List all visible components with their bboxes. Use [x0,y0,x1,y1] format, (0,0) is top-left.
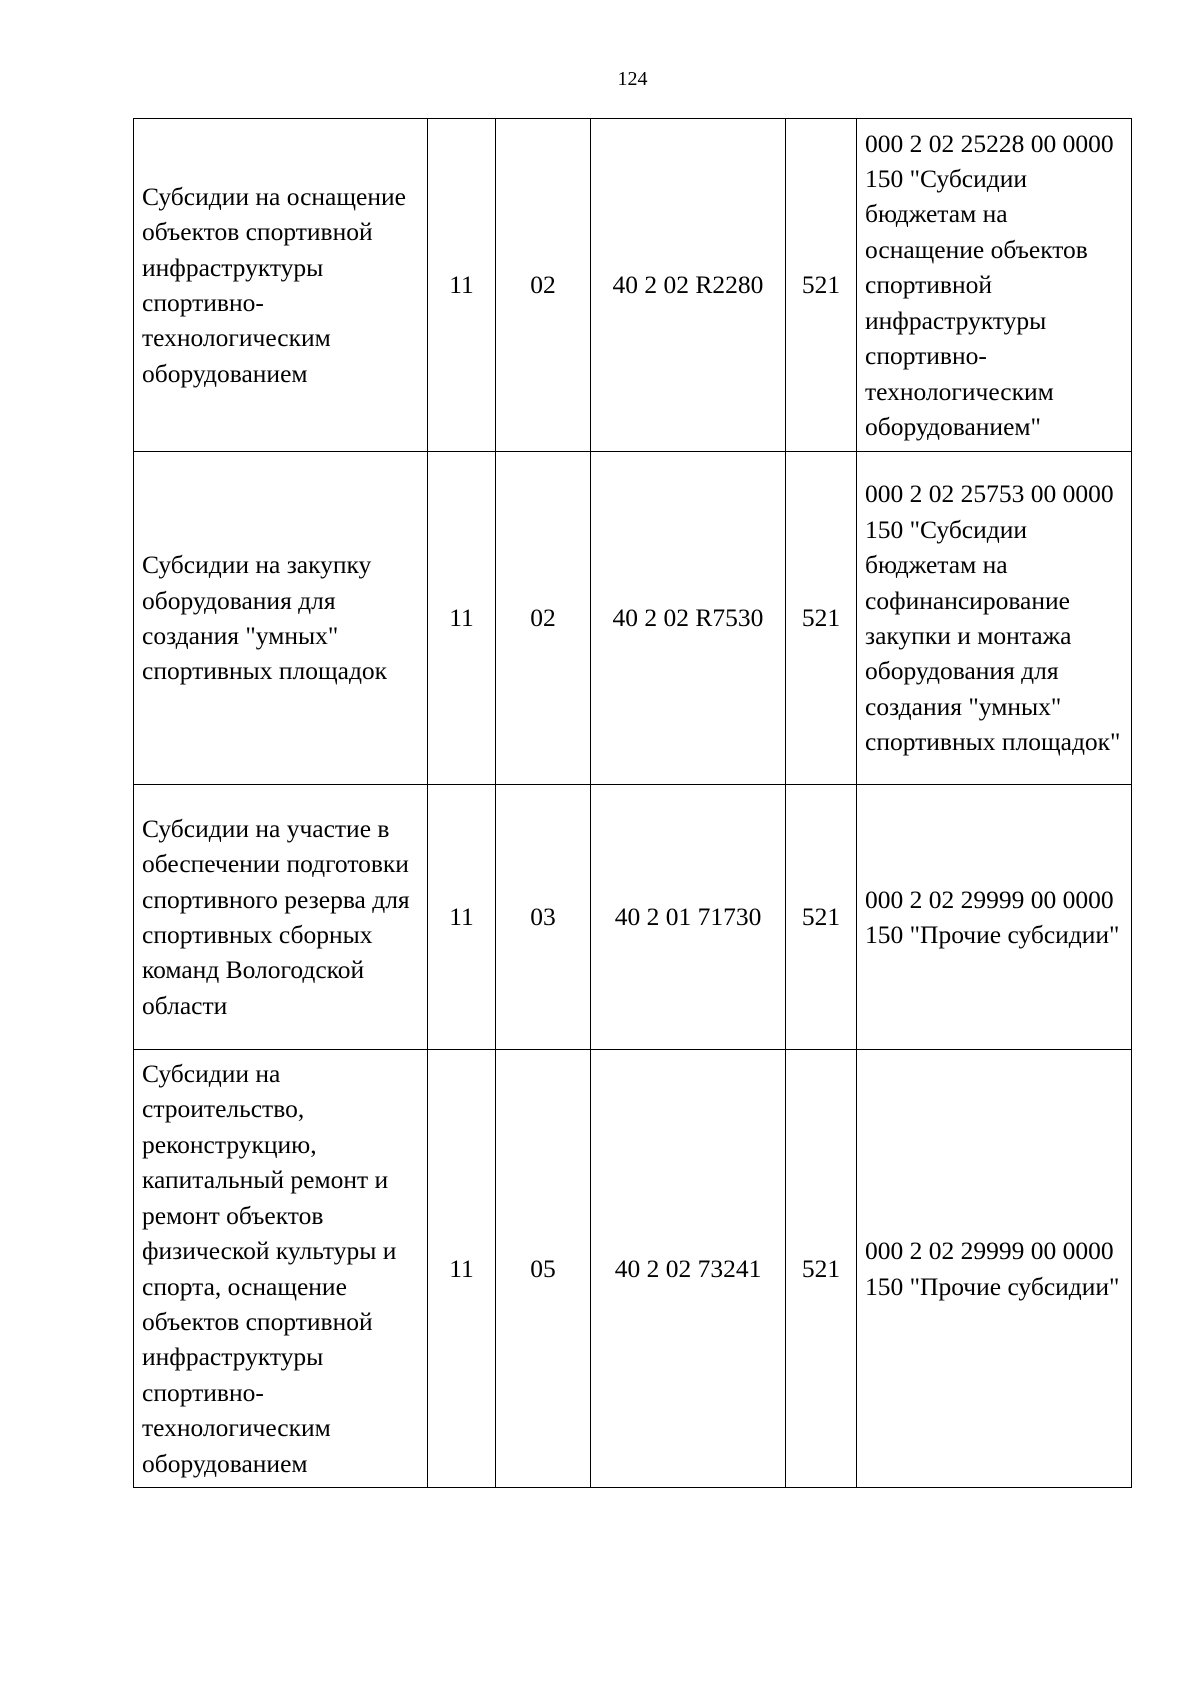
revenue-classification: 000 2 02 29999 00 0000 150 "Прочие субсидии" [865,1236,1120,1301]
subsidy-name: Субсидии на оснащение объектов спортивной инфраструктуры спортивно-технологическим оборудованием [142,181,406,388]
revenue-code-cell [857,452,1132,785]
subsection-cell [496,452,591,785]
subsidy-name-cell [134,452,428,785]
section-code: 11 [449,603,474,633]
subsidy-name-cell [134,785,428,1050]
table-row [134,785,1132,1050]
subsection-code: 02 [530,270,556,300]
expense-type-cell [786,785,857,1050]
subsection-code: 05 [530,1253,556,1283]
target-article-code: 40 2 02 R7530 [612,603,764,633]
subsection-code: 03 [530,902,556,932]
target-code-cell [591,1050,786,1488]
subsidy-name: Субсидии на строительство, реконструкцию, капитальный ремонт и ремонт объектов физической культуры и спорта, оснащение объектов спортивной инфраструктуры спортивно-технологическим оборудованием [142,1059,397,1478]
section-code: 11 [449,1253,474,1283]
subsidy-name: Субсидии на закупку оборудования для создания "умных" спортивных площадок [142,550,388,686]
section-code: 11 [449,270,474,300]
table-row [134,1050,1132,1488]
revenue-classification: 000 2 02 25228 00 0000 150 "Субсидии бюджетам на оснащение объектов спортивной инфраструктуры спортивно-технологическим оборудованием" [865,128,1114,441]
target-code-cell [591,785,786,1050]
budget-table [133,118,1132,1488]
section-cell [428,119,496,452]
revenue-code-cell [857,119,1132,452]
revenue-code-cell [857,1050,1132,1488]
section-cell [428,785,496,1050]
table-row [134,119,1132,452]
subsection-cell [496,785,591,1050]
subsection-cell [496,1050,591,1488]
subsidy-name-cell [134,119,428,452]
target-code-cell [591,119,786,452]
expense-type-cell [786,1050,857,1488]
target-code-cell [591,452,786,785]
revenue-classification: 000 2 02 29999 00 0000 150 "Прочие субсидии" [865,884,1120,949]
section-code: 11 [449,902,474,932]
expense-type-code: 521 [801,1253,841,1283]
subsidy-name: Субсидии на участие в обеспечении подготовки спортивного резерва для спортивных сборных команд Вологодской области [142,813,410,1020]
expense-type-code: 521 [801,902,841,932]
target-article-code: 40 2 02 R2280 [612,270,764,300]
section-cell [428,1050,496,1488]
subsection-code: 02 [530,603,556,633]
target-article-code: 40 2 02 73241 [614,1253,762,1283]
expense-type-cell [786,452,857,785]
target-article-code: 40 2 01 71730 [614,902,762,932]
page-number: 124 [617,68,648,90]
revenue-classification: 000 2 02 25753 00 0000 150 "Субсидии бюджетам на софинансирование закупки и монтажа оборудования для создания "умных" спортивных площадок" [865,479,1121,757]
expense-type-code: 521 [801,603,841,633]
section-cell [428,452,496,785]
subsidy-name-cell [134,1050,428,1488]
expense-type-cell [786,119,857,452]
revenue-code-cell [857,785,1132,1050]
table-row [134,452,1132,785]
expense-type-code: 521 [801,270,841,300]
subsection-cell [496,119,591,452]
